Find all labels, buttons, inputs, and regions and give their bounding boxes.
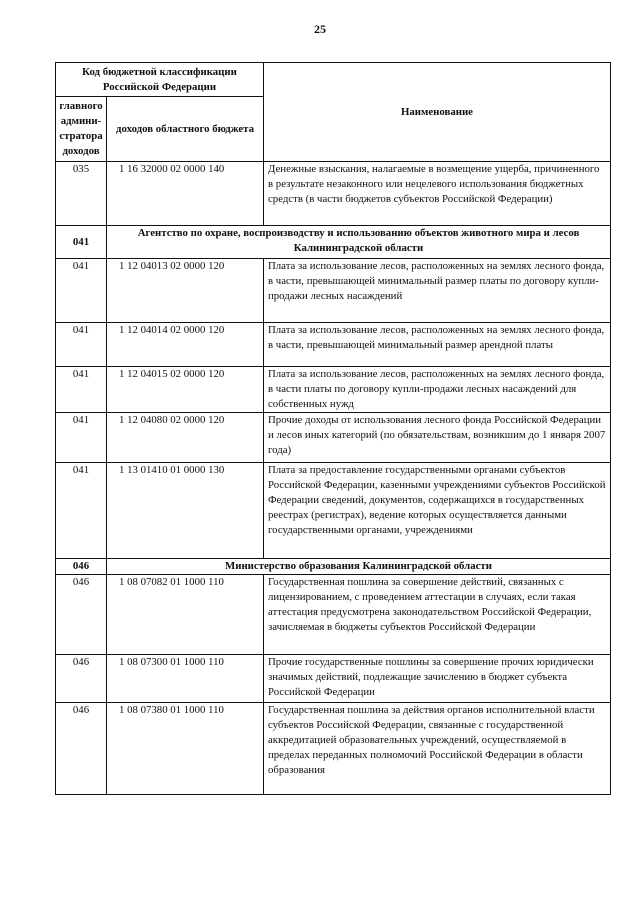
income-code: 1 16 32000 02 0000 140 bbox=[107, 162, 264, 226]
income-code: 1 12 04080 02 0000 120 bbox=[107, 413, 264, 463]
table-row bbox=[56, 367, 611, 413]
header-classification-code: Код бюджетной классификации Российской Федерации bbox=[56, 63, 264, 97]
table-row bbox=[56, 655, 611, 703]
org-section-row bbox=[56, 226, 611, 259]
admin-code: 035 bbox=[56, 162, 107, 226]
income-code: 1 12 04014 02 0000 120 bbox=[107, 323, 264, 367]
admin-code: 041 bbox=[56, 259, 107, 323]
org-section-row bbox=[56, 559, 611, 575]
org-admin-code: 046 bbox=[56, 559, 107, 575]
admin-code: 041 bbox=[56, 367, 107, 413]
income-name: Плата за предоставление государственными органами субъектов Российской Федерации, казенными учреждениями субъектов Российской Федерации сведений, документов, содержащихся в государственных реестрах (регистрах), ведение которых осуществляется данными государственными органами, учреждениями bbox=[264, 463, 611, 559]
income-code: 1 12 04015 02 0000 120 bbox=[107, 367, 264, 413]
admin-code: 041 bbox=[56, 463, 107, 559]
admin-code: 046 bbox=[56, 703, 107, 795]
table-row bbox=[56, 259, 611, 323]
header-income-code: доходов областного бюджета bbox=[107, 97, 264, 162]
org-name: Агентство по охране, воспроизводству и использованию объектов животного мира и лесов Калининградской области bbox=[107, 226, 611, 259]
income-code: 1 08 07380 01 1000 110 bbox=[107, 703, 264, 795]
income-name: Денежные взыскания, налагаемые в возмещение ущерба, причиненного в результате незаконного или нецелевого использования бюджетных средств (в части бюджетов субъектов Российской Федерации) bbox=[264, 162, 611, 226]
income-code: 1 12 04013 02 0000 120 bbox=[107, 259, 264, 323]
table-row bbox=[56, 463, 611, 559]
table-row bbox=[56, 703, 611, 795]
table-row bbox=[56, 413, 611, 463]
income-code: 1 13 01410 01 0000 130 bbox=[107, 463, 264, 559]
budget-classification-table bbox=[55, 62, 611, 795]
income-name: Плата за использование лесов, расположенных на землях лесного фонда, в части платы по договору купли-продажи лесных насаждений для собственных нужд bbox=[264, 367, 611, 413]
table-row bbox=[56, 575, 611, 655]
org-name: Министерство образования Калининградской области bbox=[107, 559, 611, 575]
income-name: Государственная пошлина за совершение действий, связанных с лицензированием, с проведением аттестации в случаях, если такая аттестация предусмотрена законодательством Российской Федерации, зачисляемая в бюджеты субъектов Российской Федерации bbox=[264, 575, 611, 655]
income-name: Прочие доходы от использования лесного фонда Российской Федерации и лесов иных категорий (по обязательствам, возникшим до 1 января 2007 года) bbox=[264, 413, 611, 463]
income-name: Плата за использование лесов, расположенных на землях лесного фонда, в части, превышающей минимальный размер арендной платы bbox=[264, 323, 611, 367]
admin-code: 046 bbox=[56, 575, 107, 655]
income-name: Государственная пошлина за действия органов исполнительной власти субъектов Российской Федерации, связанные с государственной аккредитацией образовательных учреждений, осуществляемой в пределах переданных полномочий Российской Федерации в области образования bbox=[264, 703, 611, 795]
admin-code: 046 bbox=[56, 655, 107, 703]
table-row bbox=[56, 323, 611, 367]
income-name: Прочие государственные пошлины за совершение прочих юридически значимых действий, подлежащие зачислению в бюджет субъекта Российской Федерации bbox=[264, 655, 611, 703]
table-row bbox=[56, 162, 611, 226]
income-code: 1 08 07082 01 1000 110 bbox=[107, 575, 264, 655]
page-number: 25 bbox=[314, 22, 326, 36]
header-name: Наименование bbox=[264, 63, 611, 162]
income-name: Плата за использование лесов, расположенных на землях лесного фонда, в части, превышающей минимальный размер платы по договору купли-продажи лесных насаждений bbox=[264, 259, 611, 323]
header-admin: главного админи-стратора доходов bbox=[56, 97, 107, 162]
income-code: 1 08 07300 01 1000 110 bbox=[107, 655, 264, 703]
admin-code: 041 bbox=[56, 323, 107, 367]
org-admin-code: 041 bbox=[56, 226, 107, 259]
admin-code: 041 bbox=[56, 413, 107, 463]
